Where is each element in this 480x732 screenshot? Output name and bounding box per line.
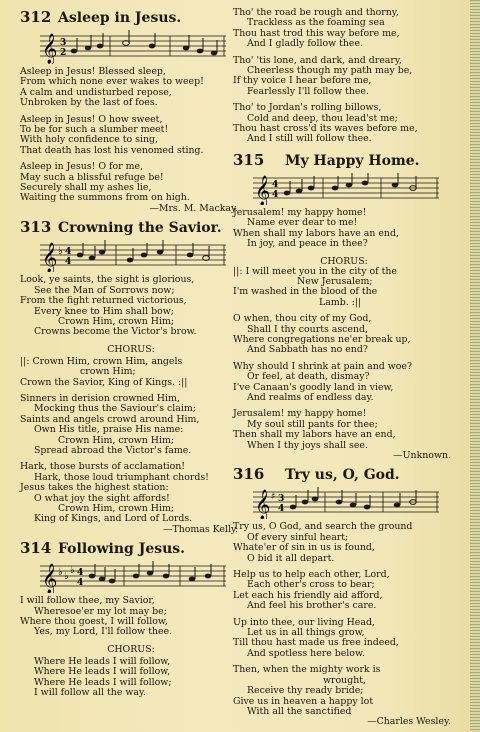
hymn-number: 312 xyxy=(20,8,52,26)
lyric-line: I've Canaan's goodly land in view, xyxy=(233,381,394,393)
lyric-line: From which none ever wakes to weep! xyxy=(20,76,204,88)
lyric-line: Where He leads I will follow; xyxy=(34,676,172,688)
hymn-header xyxy=(20,539,242,559)
lyric-line: Wheresoe'er my lot may be; xyxy=(34,605,167,617)
lyric-line: Cold and deep, thou lead'st me; xyxy=(247,112,398,124)
lyric-line: Lamb. :|| xyxy=(319,296,362,308)
svg-text:3: 3 xyxy=(60,38,67,48)
lyric-line: When I thy joys shall see. xyxy=(247,439,368,451)
lyric-line: A calm and undisturbed repose, xyxy=(20,86,172,98)
lyric-line: Spread abroad the Victor's fame. xyxy=(34,444,192,456)
hymn-header xyxy=(233,151,455,171)
svg-text:2: 2 xyxy=(60,48,67,58)
hymn-author: —Unknown. xyxy=(393,450,451,461)
lyric-line: To be for such a slumber meet! xyxy=(20,124,169,136)
lyric-line: And feel his brother's care. xyxy=(247,600,377,612)
verse xyxy=(233,618,455,660)
left-column xyxy=(20,8,242,704)
chorus xyxy=(233,267,455,309)
lyric-line: Thou hast cross'd its waves before me, xyxy=(233,123,418,135)
music-staff xyxy=(253,173,439,205)
svg-text:4: 4 xyxy=(77,568,84,579)
lyric-line: Jerusalem! my happy home! xyxy=(233,408,367,420)
verse xyxy=(20,462,242,524)
hymn-author: —Thomas Kelly. xyxy=(163,523,238,535)
lyric-line: Where He leads I will follow, xyxy=(34,666,171,678)
hymn-316 xyxy=(233,465,455,727)
lyric-line: Waiting the summons from on high. xyxy=(20,192,190,204)
hymn-header xyxy=(20,218,242,238)
lyric-line: Asleep in Jesus! O how sweet, xyxy=(20,113,163,125)
lyric-line: Own His title, praise His name: xyxy=(34,424,184,436)
svg-text:♭: ♭ xyxy=(58,246,63,258)
svg-text:𝄞: 𝄞 xyxy=(42,34,58,64)
lyric-line: Receive thy ready bride; xyxy=(247,685,364,697)
lyric-line: Help us to help each other, Lord, xyxy=(233,569,390,581)
lyric-line: May such a blissful refuge be! xyxy=(20,171,164,183)
hymn-number: 313 xyxy=(20,218,52,237)
hymn-title: Try us, O, God. xyxy=(285,467,400,484)
lyric-line: New Jerusalem; xyxy=(297,275,373,287)
music-staff xyxy=(40,240,226,272)
lyric-line: Tho' 'tis lone, and dark, and dreary, xyxy=(233,54,402,66)
lyric-line: From the fight returned victorious, xyxy=(20,295,187,307)
hymn-number: 314 xyxy=(20,539,52,558)
verse xyxy=(233,314,455,356)
lyric-line: Shall I thy courts ascend, xyxy=(247,323,368,335)
hymn-title: Crowning the Savior. xyxy=(58,220,222,237)
hymn-header xyxy=(233,465,455,485)
verse xyxy=(233,103,455,145)
lyric-line: I will follow thee, my Savior, xyxy=(20,595,155,607)
lyric-line: That death has lost his venomed sting. xyxy=(20,144,204,156)
lyric-line: Crown Him, crown Him; xyxy=(58,503,175,514)
verse xyxy=(233,409,455,451)
svg-text:𝄞: 𝄞 xyxy=(255,490,271,520)
hymn-312 xyxy=(20,8,242,214)
lyric-line: O bid it all depart. xyxy=(247,552,335,564)
lyric-line: My soul still pants for thee; xyxy=(247,418,378,430)
hymn-title: Following Jesus. xyxy=(58,541,186,558)
lyric-line: Crown the Savior, King of Kings. :|| xyxy=(20,376,188,388)
lyric-line: Saints and angels crowd around Him, xyxy=(20,413,200,425)
lyric-line: Then shall my labors have an end, xyxy=(233,429,396,441)
svg-text:4: 4 xyxy=(272,189,279,200)
verse xyxy=(233,570,455,612)
lyric-line: Let us in all things grow, xyxy=(247,627,365,639)
svg-text:4: 4 xyxy=(278,504,285,515)
lyric-line: Asleep in Jesus! O for me, xyxy=(20,161,144,173)
lyric-line: wrought, xyxy=(323,674,366,686)
lyric-line: Cheerless though my path may be, xyxy=(247,65,413,77)
verse xyxy=(20,596,242,638)
lyric-line: Where thou goest, I will follow, xyxy=(20,616,168,628)
lyric-line: Each other's cross to bear; xyxy=(247,579,375,591)
lyric-line: ||: Crown Him, crown Him, angels xyxy=(20,355,183,367)
verse xyxy=(20,115,242,157)
chorus xyxy=(20,357,242,388)
lyric-line: With all the sanctified xyxy=(247,705,352,717)
lyric-line: Yes, my Lord, I'll follow thee. xyxy=(34,626,173,638)
chorus-label: CHORUS: xyxy=(320,255,368,267)
lyric-line: Crowns become the Victor's brow. xyxy=(34,326,197,338)
hymn-author: —Mrs. M. Mackay. xyxy=(149,202,238,214)
lyric-line: Or feel, at death, dismay? xyxy=(247,371,370,383)
verse xyxy=(20,394,242,456)
svg-text:3: 3 xyxy=(278,494,285,505)
verse xyxy=(20,275,242,337)
lyric-line: Fearlessly I'll follow thee. xyxy=(247,85,369,97)
hymn-314 xyxy=(20,539,242,698)
lyric-line: King of Kings, and Lord of Lords. xyxy=(34,513,193,525)
lyric-line: Unbroken by the last of foes. xyxy=(20,97,158,109)
lyric-line: Then, when the mighty work is xyxy=(233,664,381,676)
svg-text:♭: ♭ xyxy=(64,571,69,583)
chorus xyxy=(20,657,242,699)
svg-text:♭: ♭ xyxy=(70,565,75,577)
lyric-line: Securely shall my ashes lie, xyxy=(20,182,152,194)
lyric-line: O what joy the sight affords! xyxy=(34,492,170,504)
lyric-line: Whate'er of sin in us is found, xyxy=(233,542,375,554)
music-staff xyxy=(253,487,439,519)
lyric-line: Let each his friendly aid afford, xyxy=(233,589,383,601)
lyric-line: Jerusalem! my happy home! xyxy=(233,206,367,218)
verse xyxy=(233,362,455,404)
lyric-line: Jesus takes the highest station: xyxy=(20,482,169,494)
lyric-line: And spotless here below. xyxy=(247,647,365,659)
lyric-line: O when, thou city of my God, xyxy=(233,313,372,325)
page-edge xyxy=(470,0,480,732)
lyric-line: See the Man of Sorrows now; xyxy=(34,284,175,296)
svg-text:𝄞: 𝄞 xyxy=(42,564,58,594)
lyric-line: In joy, and peace in thee? xyxy=(247,238,368,250)
lyric-line: Hark, those bursts of acclamation! xyxy=(20,461,186,473)
chorus-label: CHORUS: xyxy=(107,643,155,655)
chorus-label: CHORUS: xyxy=(107,343,155,355)
music-staff xyxy=(40,561,226,593)
lyric-line: Give us in heaven a happy lot xyxy=(233,695,374,707)
lyric-line: Try us, O God, and search the ground xyxy=(233,521,413,533)
lyric-line: Trackless as the foaming sea xyxy=(247,17,385,29)
hymn-number: 315 xyxy=(233,150,265,169)
lyric-line: And I gladly follow thee. xyxy=(247,38,363,50)
lyric-line: Hark, those loud triumphant chords! xyxy=(34,471,209,483)
music-staff xyxy=(40,30,226,64)
svg-text:𝄞: 𝄞 xyxy=(42,243,58,273)
lyric-line: Why should I shrink at pain and woe? xyxy=(233,360,412,372)
lyric-line: And Sabbath has no end? xyxy=(247,344,368,356)
lyric-line: Name ever dear to me! xyxy=(247,217,358,229)
lyric-line: And I still will follow thee. xyxy=(247,133,372,145)
lyric-line: Crown Him, crown Him; xyxy=(58,434,175,446)
lyric-line: Up into thee, our living Head, xyxy=(233,616,375,628)
lyric-line: With holy confidence to sing, xyxy=(20,134,158,146)
verse xyxy=(233,208,455,250)
lyric-line: Where He leads I will follow, xyxy=(34,655,171,667)
lyric-line: Every knee to Him shall bow; xyxy=(34,305,174,317)
lyric-line: I'm washed in the blood of the xyxy=(233,286,378,298)
right-column xyxy=(233,8,455,732)
lyric-line: Where congregations ne'er break up, xyxy=(233,333,411,345)
svg-text:♭: ♭ xyxy=(58,567,63,579)
hymn-title: Asleep in Jesus. xyxy=(58,10,182,26)
verse xyxy=(233,522,455,564)
lyric-line: Till thou hast made us free indeed, xyxy=(233,637,399,649)
lyric-line: Crown Him, crown Him; xyxy=(58,315,175,327)
svg-text:♯: ♯ xyxy=(271,492,276,503)
verse xyxy=(233,665,455,717)
lyric-line: Look, ye saints, the sight is glorious, xyxy=(20,274,195,286)
verse xyxy=(233,8,455,50)
lyric-line: Asleep in Jesus! Blessed sleep, xyxy=(20,66,166,77)
hymn-313 xyxy=(20,218,242,535)
svg-text:4: 4 xyxy=(65,247,72,258)
lyric-line: ||: I will meet you in the city of the xyxy=(233,265,397,277)
lyric-line: Sinners in derision crowned Him, xyxy=(20,392,180,404)
lyric-line: Tho' the road be rough and thorny, xyxy=(233,7,399,18)
hymn-header xyxy=(20,8,242,28)
hymn-315 xyxy=(233,151,455,462)
svg-text:4: 4 xyxy=(65,257,72,268)
lyric-line: Tho' to Jordan's rolling billows, xyxy=(233,102,382,114)
svg-text:4: 4 xyxy=(272,179,279,190)
hymn-title: My Happy Home. xyxy=(285,152,420,169)
svg-text:𝄞: 𝄞 xyxy=(255,175,271,205)
hymn-author: —Charles Wesley. xyxy=(367,716,451,728)
lyric-line: When shall my labors have an end, xyxy=(233,227,399,239)
verse xyxy=(20,67,242,109)
lyric-line: If thy voice I hear before me, xyxy=(233,75,372,87)
verse xyxy=(233,56,455,98)
lyric-line: Of every sinful heart; xyxy=(247,531,349,543)
lyric-line: Mocking thus the Saviour's claim; xyxy=(34,403,196,415)
lyric-line: I will follow all the way. xyxy=(34,687,146,699)
lyric-line: Thou hast trod this way before me, xyxy=(233,27,400,39)
svg-text:4: 4 xyxy=(77,578,84,589)
hymn-number: 316 xyxy=(233,465,265,484)
lyric-line: And realms of endless day. xyxy=(247,391,374,403)
verse xyxy=(20,162,242,204)
lyric-line: crown Him; xyxy=(80,366,136,378)
